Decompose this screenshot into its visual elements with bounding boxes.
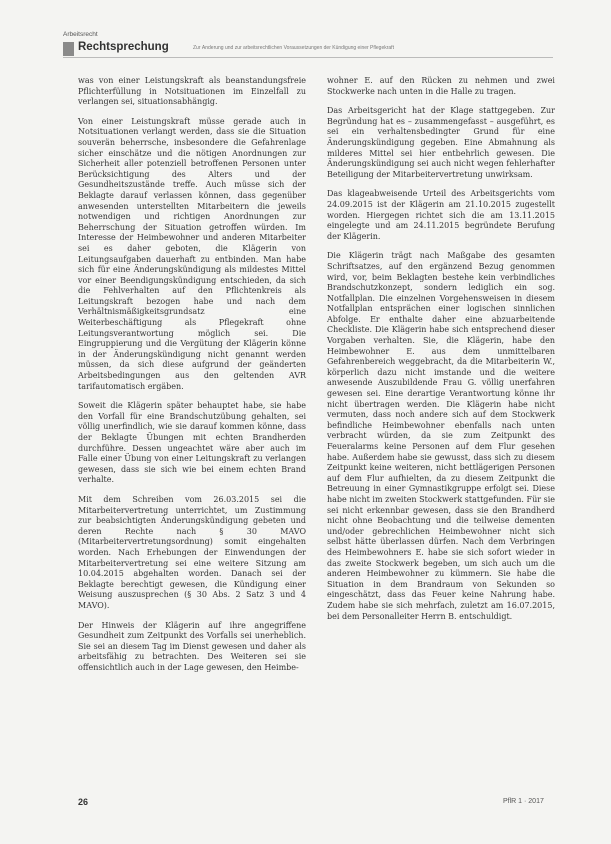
paragraph: Soweit die Klägerin später behauptet habe, sie habe den Vorfall für eine Brandschutzübung gehalten, sei völlig unerfindlich, wie sie darauf kommen könne, dass der Beklagte Übungen mit echten Brandherden durchführe. Dessen ungeachtet wäre aber auch im Falle einer Übung von einer Leitungskraft zu verlangen gewesen, dass sie sich wie bei einem echten Brand verhalte. [78, 401, 306, 485]
paragraph: Von einer Leistungskraft müsse gerade auch in Notsituationen verlangt werden, dass sie die Situation souverän beherrsche, insbesondere die Gefahrenlage sicher einschätze und die nötigen Anordnungen zur Sicherheit aller potenziell betroffenen Personen unter Berücksichtigung des Alters und der Gesundheitszustände treffe. Auch müsse sich der Beklagte darauf verlassen können, dass gegenüber anwesenden unterstellten Mitarbeitern die jeweils notwendigen und richtigen Anordnungen zur Beherrschung der Situation getroffen würden. Im Interesse der Heimbewohner und anderen Mitarbeiter sei es daher geboten, die Klägerin von Leitungsaufgaben dauerhaft zu entbinden. Man habe sich für eine Änderungskündigung als mildestes Mittel vor einer Beendigungskündigung entschieden, da sich die Fehlverhalten auf den Pflichtenkreis als Leitungskraft bezogen habe und nach dem Verhältnismäßigkeitsgrundsatz eine Weiterbeschäftigung als Pflegekraft ohne Leitungsverantwortung möglich sei. Die Eingruppierung und die Vergütung der Klägerin könne in der Änderungskündigung nicht genannt werden müssen, da sich diese aufgrund der geänderten Arbeitsbedingungen aus den geltenden AVR tarifautomatisch ergäben. [78, 116, 306, 391]
issue-label: PflR 1 · 2017 [503, 798, 544, 805]
paragraph: was von einer Leistungskraft als beanstandungsfreie Pflichterfüllung in Notsituationen im Einzelfall zu verlangen sei, situationsabhängig. [78, 76, 306, 107]
paragraph: Der Hinweis der Klägerin auf ihre angegriffene Gesundheit zum Zeitpunkt des Vorfalls sei unerheblich. Sie sei an diesem Tag im Dienst gewesen und daher als arbeitsfähig zu betrachten. Des Weiteren sei sie offensichtlich auch in der Lage gewesen, den Heimbe- [78, 620, 306, 672]
page-subtitle: Zur Änderung und zur arbeitsrechtlichen Voraussetzungen der Kündigung einer Pflegekraft [193, 45, 394, 51]
paragraph: Das Arbeitsgericht hat der Klage stattgegeben. Zur Begründung hat es – zusammengefasst – ausgeführt, es sei ein verhaltensbedingter Grund für eine Änderungskündigung gegeben. Eine Abmahnung als milderes Mittel sei hier entbehrlich gewesen. Die Änderungskündigung sei auch nicht wegen fehlerhafter Beteiligung der Mitarbeitervertretung unwirksam. [327, 106, 555, 179]
header-marker [63, 42, 74, 56]
paragraph: Das klageabweisende Urteil des Arbeitsgerichts vom 24.09.2015 ist der Klägerin am 21.10.2015 zugestellt worden. Hiergegen richtet sich die am 13.11.2015 eingelegte und am 24.11.2015 begründete Berufung der Klägerin. [327, 189, 555, 241]
page-title: Rechtsprechung [78, 41, 169, 53]
page-number: 26 [78, 797, 89, 807]
page-header [63, 41, 553, 57]
left-column [78, 76, 306, 682]
paragraph: wohner E. auf den Rücken zu nehmen und zwei Stockwerke nach unten in die Halle zu tragen. [327, 76, 555, 96]
section-kicker: Arbeitsrecht [63, 31, 98, 38]
header-divider [63, 57, 553, 58]
paragraph: Mit dem Schreiben vom 26.03.2015 sei die Mitarbeitervertretung unterrichtet, um Zustimmung zur beabsichtigten Änderungskündigung gebeten und deren Rechte nach § 30 MAVO (Mitarbeitervertretungsordnung) somit eingehalten worden. Nach Erhebungen der Einwendungen der Mitarbeitervertretung sei eine weitere Sitzung am 10.04.2015 abgehalten worden. Danach sei der Beklagte berechtigt gewesen, die Kündigung einer Weisung auszusprechen (§ 30 Abs. 2 Satz 3 und 4 MAVO). [78, 494, 306, 610]
right-column [327, 76, 555, 631]
paragraph: Die Klägerin trägt nach Maßgabe des gesamten Schriftsatzes, auf den ergänzend Bezug genommen wird, vor, beim Beklagten bestehe kein verbindliches Brandschutzkonzept, sondern lediglich ein sog. Notfallplan. Die einzelnen Vorgehensweisen in diesem Notfallplan entsprächen einer logischen sinnlichen Abfolge. Er enthalte daher eine abzuarbeitende Checkliste. Die Klägerin habe sich entsprechend dieser Vorgaben verhalten. Sie, die Klägerin, habe den Heimbewohner E. aus dem unmittelbaren Gefahrenbereich weggebracht, da die Mitarbeiterin W., körperlich dazu nicht imstande und die weitere anwesende Auszubildende Frau G. völlig unerfahren gewesen sei. Eine derartige Verantwortung könne ihr nicht übertragen werden. Die Klägerin habe nicht vermuten, dass noch andere sich auf dem Stockwerk befindliche Heimbewohner ebenfalls nach unten verbracht würden, da sie zum Zeitpunkt des Feueralarms keine Personen auf dem Flur gesehen habe. Außerdem habe sie gewusst, dass sich zu diesem Zeitpunkt keine weiteren, nicht bettlägerigen Personen auf dem Flur aufhielten, da zu diesem Zeitpunkt die Betreuung in einer Gymnastikgruppe erfolgt sei. Diese habe nicht im zweiten Stockwerk stattgefunden. Für sie sei nicht erkennbar gewesen, dass sie den Brandherd nicht ohne Beobachtung und die teilweise dementen und/oder gebrechlichen Heimbewohner nicht sich selbst hätte überlassen dürfen. Nach dem Verbringen des Heimbewohners E. habe sie sich sofort wieder in das zweite Stockwerk begeben, um sich auch um die anderen Heimbewohner zu kümmern. Sie habe die Situation in dem Brandraum von Sekunden so eingeschätzt, dass das Feuer keine Nahrung habe. Zudem habe sie sich mehrfach, zuletzt am 16.07.2015, bei dem Personalleiter Herrn B. entschuldigt. [327, 251, 555, 621]
